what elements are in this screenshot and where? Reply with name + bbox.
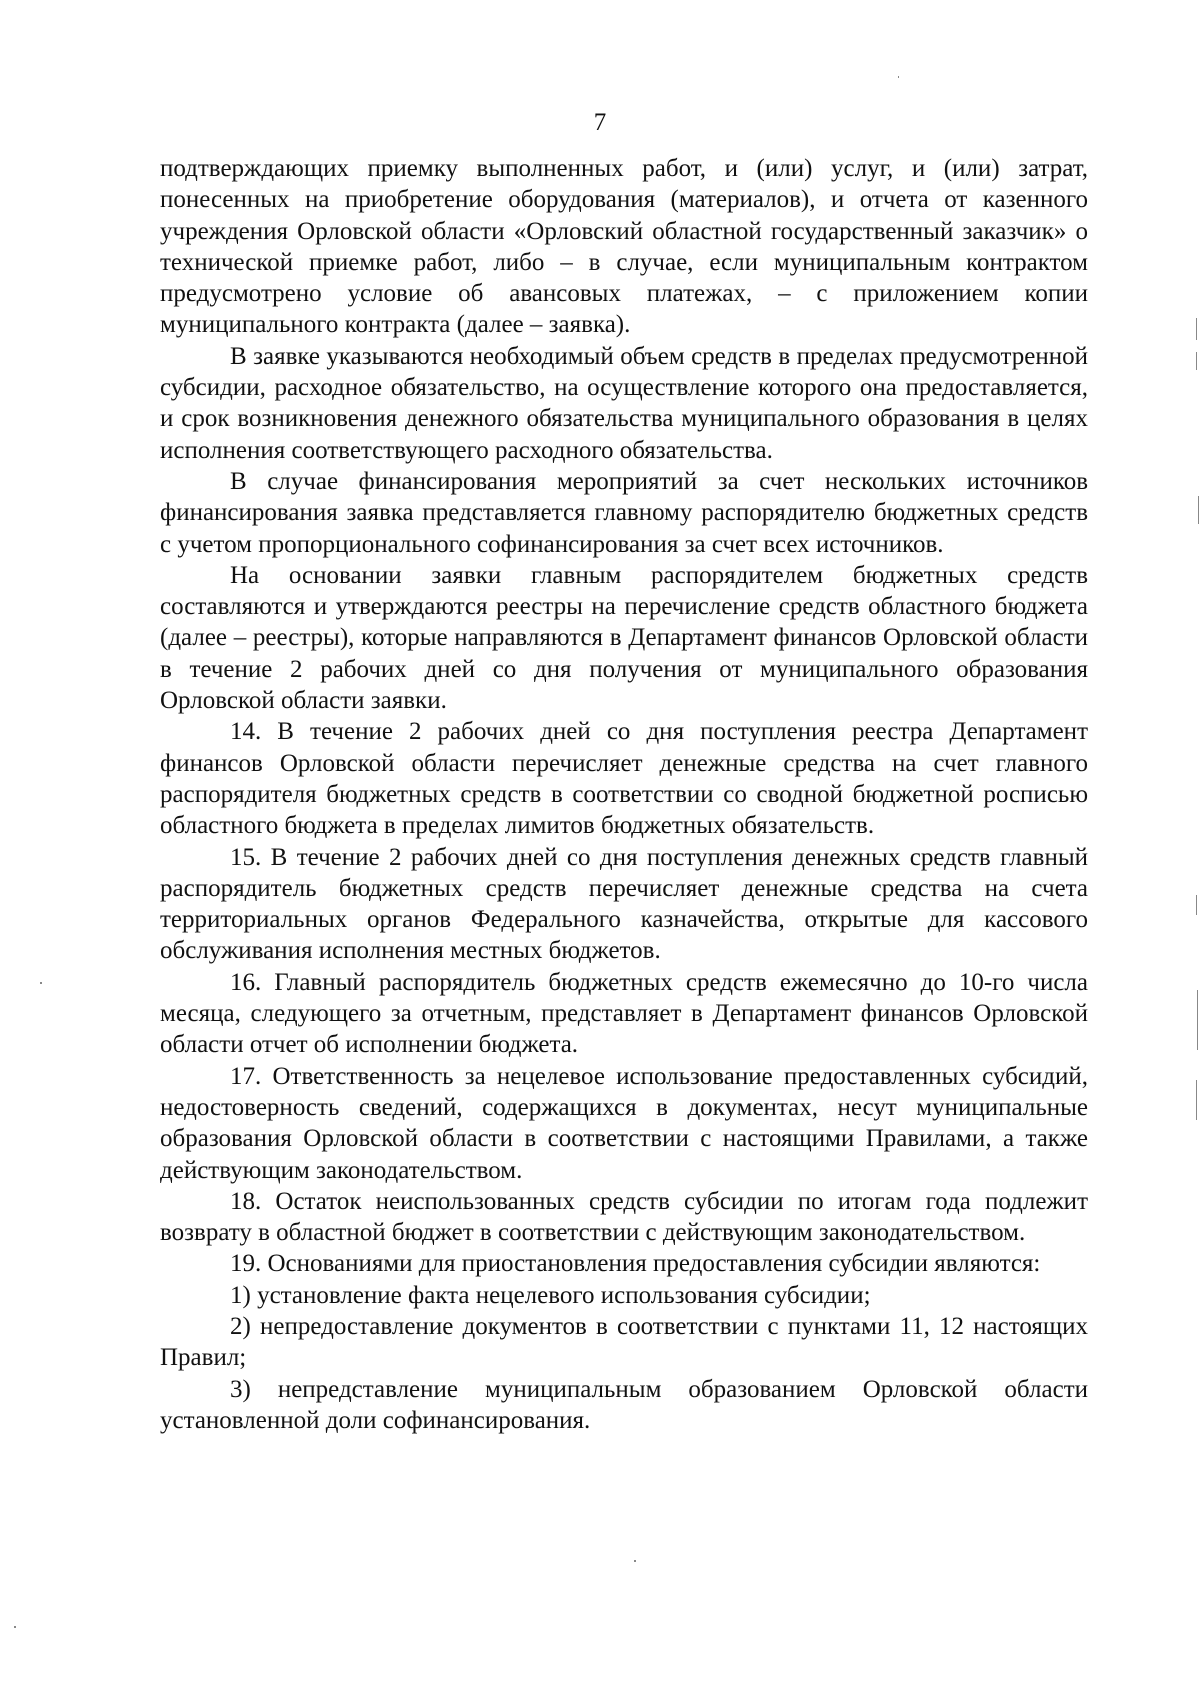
paragraph-item-16: 16. Главный распорядитель бюджетных средств ежемесячно до 10-го числа месяца, следующего за отчетным, представляет в Департамент финансов Орловской области отчет об исполнении бюджета. — [160, 968, 1088, 1059]
paragraph-subitem-2: 2) непредоставление документов в соответствии с пунктами 11, 12 настоящих Правил; — [160, 1312, 1088, 1372]
paragraph-item-19: 19. Основаниями для приостановления предоставления субсидии являются: — [230, 1250, 1041, 1278]
paragraph-application-contents: В заявке указываются необходимый объем средств в пределах предусмотренной субсидии, расходное обязательство, на осуществление которого она предоставляется, и срок возникновения денежного обязательства муниципального образования в целях исполнения соответствующего расходного обязательства. — [160, 342, 1088, 464]
scan-artifact — [40, 982, 42, 984]
scan-artifact — [634, 1560, 636, 1562]
scan-artifact — [1196, 352, 1197, 370]
paragraph-continuation: подтверждающих приемку выполненных работ, и (или) услуг, и (или) затрат, понесенных на приобретение оборудования (материалов), и отчета от казенного учреждения Орловской области «Орловский областной государственный заказчик» о технической приемке работ, либо – в случае, если муниципальным контрактом предусмотрено условие об авансовых платежах, – с приложением копии муниципального контракта (далее – заявка). — [160, 155, 1088, 339]
scan-artifact — [1197, 990, 1198, 1050]
document-body — [160, 153, 1088, 1436]
scan-artifact — [14, 1626, 16, 1628]
paragraph-item-18: 18. Остаток неиспользованных средств субсидии по итогам года подлежит возврату в областной бюджет в соответствии с действующим законодательством. — [160, 1187, 1088, 1247]
scan-artifact — [1196, 895, 1197, 915]
paragraph-item-17: 17. Ответственность за нецелевое использование предоставленных субсидий, недостоверность сведений, содержащихся в документах, несут муниципальные образования Орловской области в соответствии с настоящими Правилами, а также действующим законодательством. — [160, 1062, 1088, 1184]
scan-artifact — [898, 76, 899, 78]
paragraph-item-15: 15. В течение 2 рабочих дней со дня поступления денежных средств главный распорядитель бюджетных средств перечисляет денежные средства на счета территориальных органов Федерального казначейства, открытые для кассового обслуживания исполнения местных бюджетов. — [160, 843, 1088, 965]
scan-artifact — [1196, 1080, 1197, 1120]
paragraph-subitem-3: 3) непредставление муниципальным образованием Орловской области установленной доли софинансирования. — [160, 1375, 1088, 1434]
page-number: 7 — [593, 109, 607, 136]
scan-artifact — [1198, 496, 1199, 524]
paragraph-subitem-1: 1) установление факта нецелевого использования субсидии; — [230, 1281, 871, 1309]
scan-artifact — [1196, 318, 1197, 340]
paragraph-item-14: 14. В течение 2 рабочих дней со дня поступления реестра Департамент финансов Орловской области перечисляет денежные средства на счет главного распорядителя бюджетных средств в соответствии со сводной бюджетной росписью областного бюджета в пределах лимитов бюджетных обязательств. — [160, 718, 1088, 840]
paragraph-registers: На основании заявки главным распорядителем бюджетных средств составляются и утверждаются реестры на перечисление средств областного бюджета (далее – реестры), которые направляются в Департамент финансов Орловской области в течение 2 рабочих дней со дня получения от муниципального образования Орловской области заявки. — [160, 561, 1088, 715]
paragraph-multiple-sources: В случае финансирования мероприятий за счет нескольких источников финансирования заявка представляется главному распорядителю бюджетных средств с учетом пропорционального софинансирования за счет всех источников. — [160, 467, 1088, 558]
